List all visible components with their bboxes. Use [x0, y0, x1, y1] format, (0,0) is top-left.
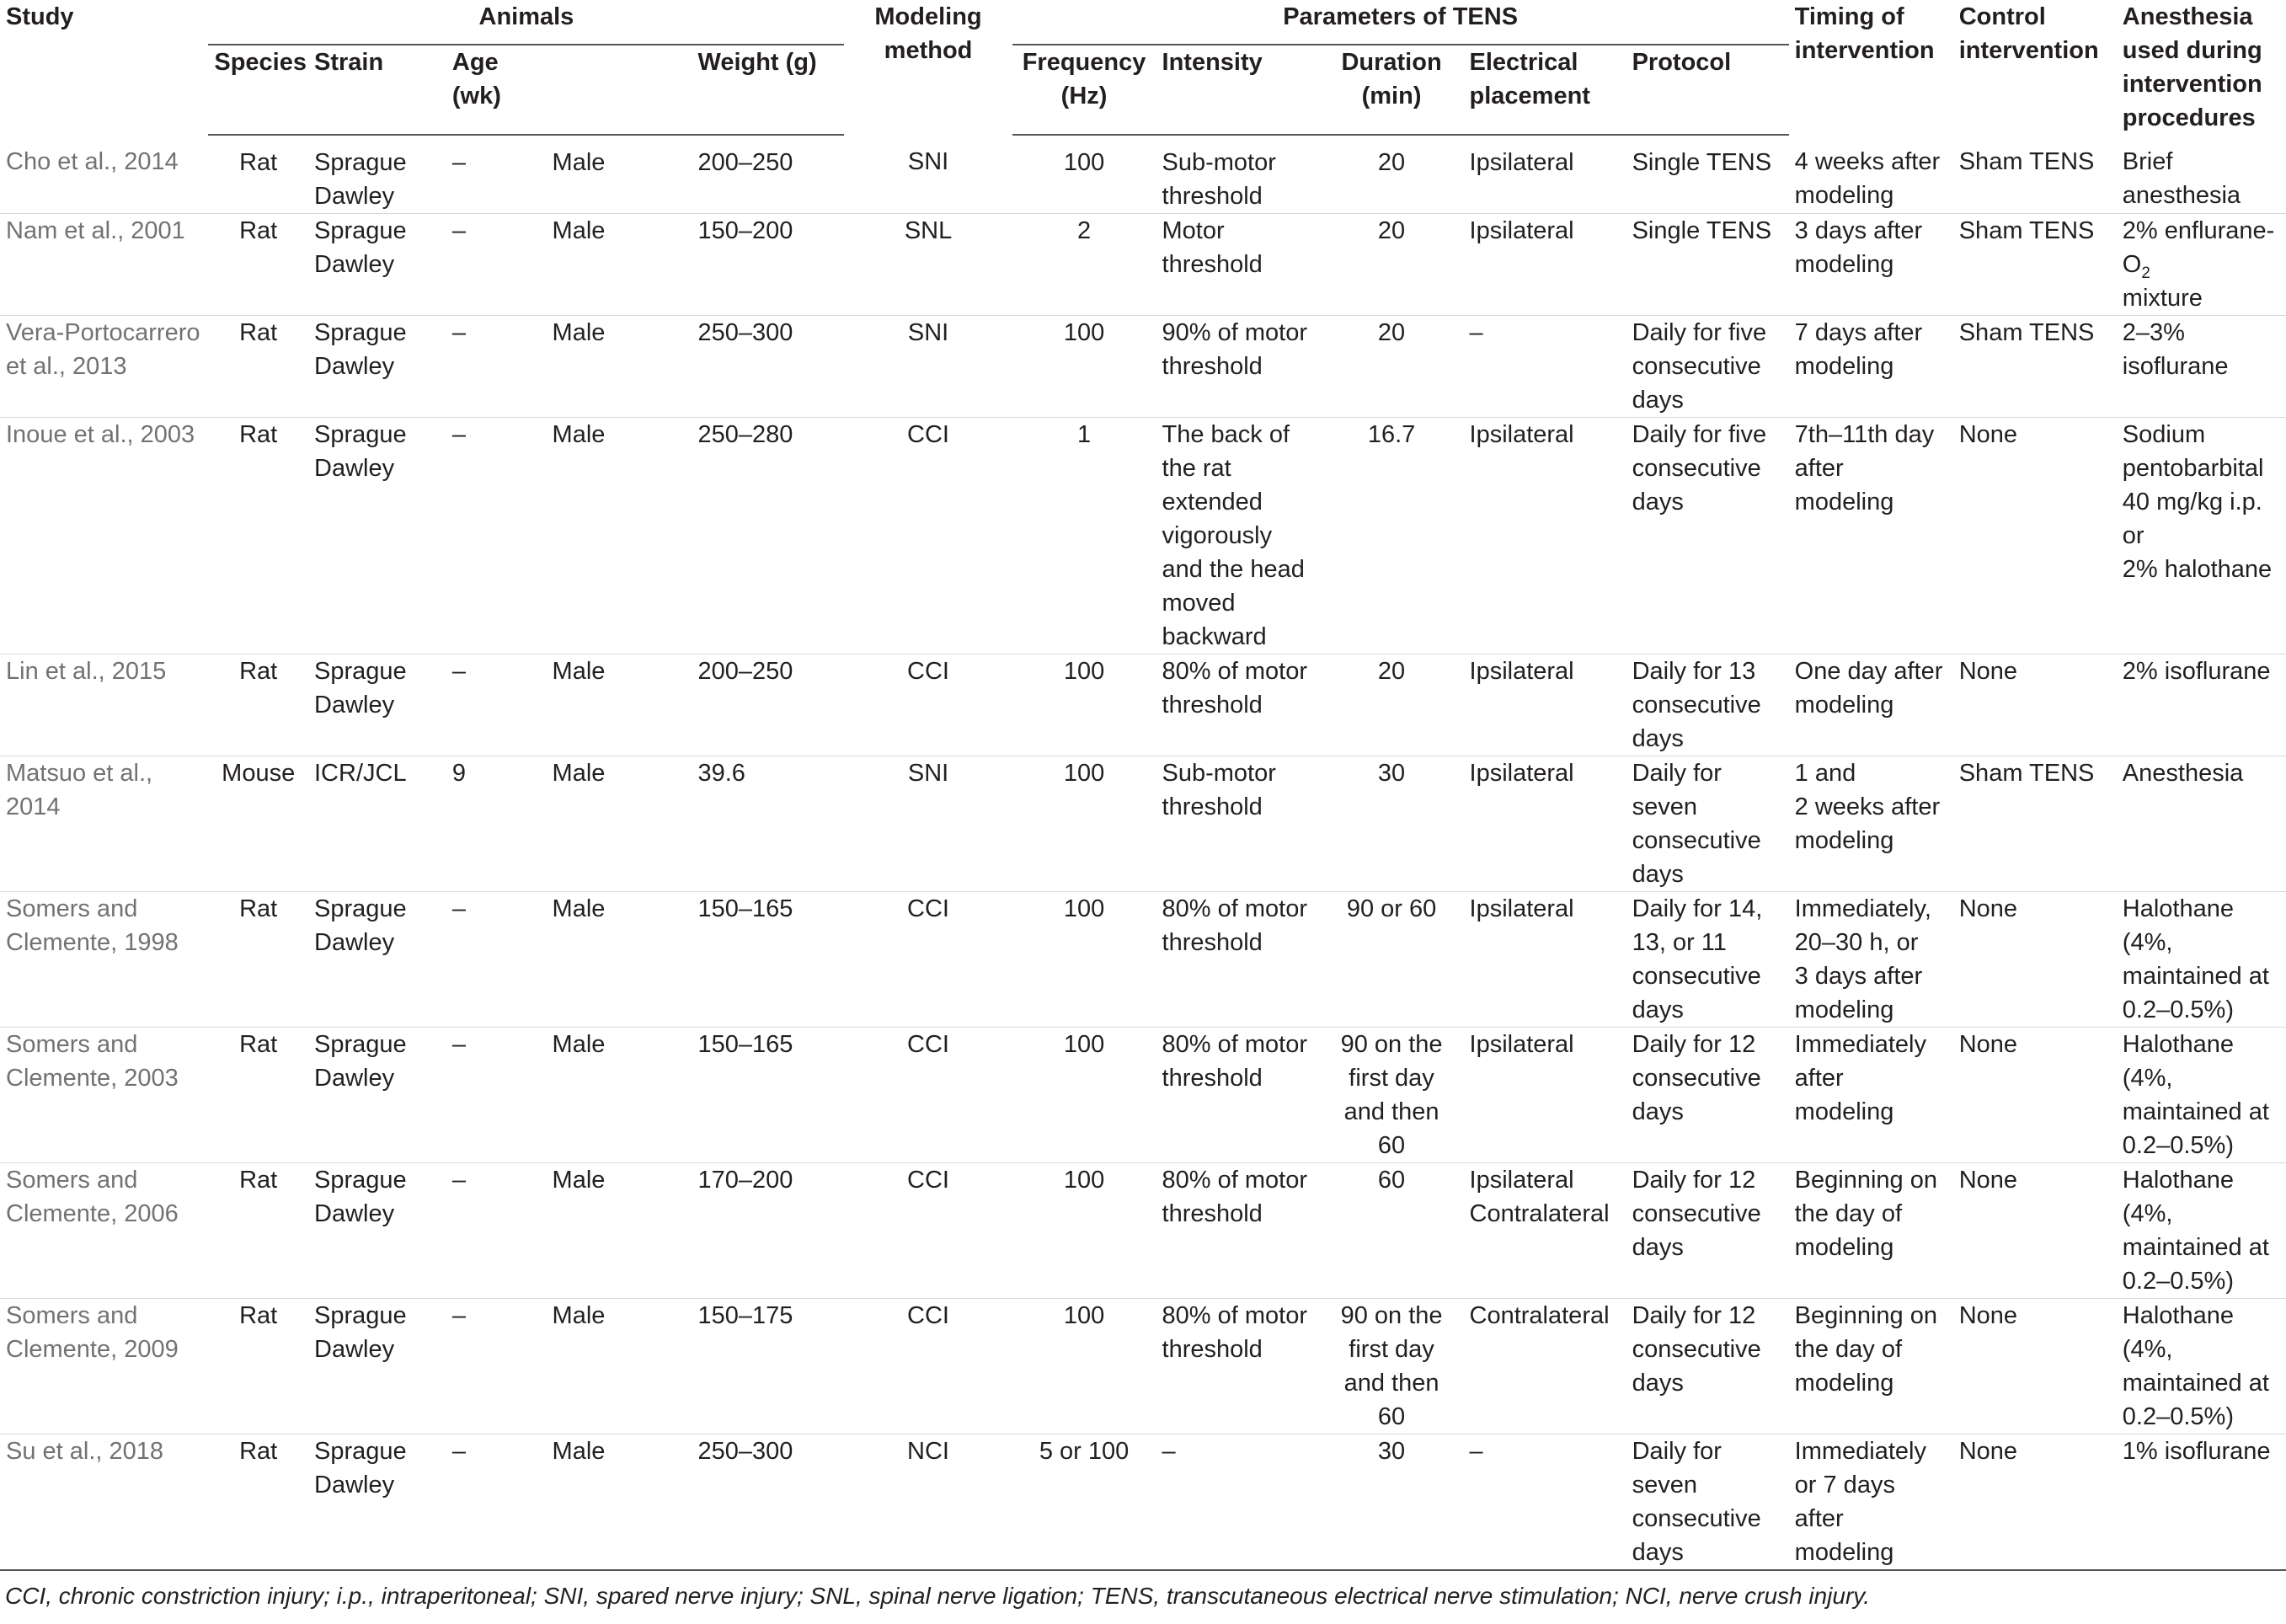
protocol-cell: Daily for five consecutive days: [1632, 319, 1767, 414]
intensity-cell: Sub-motor threshold: [1162, 149, 1276, 210]
protocol-cell: Daily for five consecutive days: [1632, 421, 1767, 516]
table-row: [0, 892, 2286, 1028]
strain-cell: ICR/JCL: [314, 760, 407, 787]
frequency-cell: 100: [1063, 1167, 1105, 1194]
placement-cell: Ipsilateral Contralateral: [1469, 1167, 1610, 1227]
header-age: Age (wk): [446, 45, 547, 135]
intensity-cell: 80% of motor threshold: [1162, 1167, 1307, 1227]
study-cell: Cho et al., 2014: [6, 148, 179, 175]
control-cell: None: [1958, 1302, 2018, 1329]
weight-cell: 170–200: [697, 1167, 793, 1194]
table-body: [0, 135, 2286, 1570]
table-row: [0, 135, 2286, 214]
timing-cell: Immediately, 20–30 h, or 3 days after modeling: [1794, 895, 1931, 1023]
control-cell: None: [1958, 421, 2018, 448]
anesthesia-cell: Sodium pentobarbital 40 mg/kg i.p. or 2% halothane: [2122, 421, 2273, 583]
duration-cell: 16.7: [1367, 421, 1416, 448]
table-row: [0, 1163, 2286, 1299]
species-cell: Rat: [239, 1031, 278, 1058]
age-cell: –: [451, 1302, 467, 1329]
placement-cell: –: [1469, 319, 1483, 346]
strain-cell: Sprague Dawley: [314, 1302, 407, 1363]
table-row: [0, 654, 2286, 756]
timing-cell: 3 days after modeling: [1794, 217, 1923, 278]
placement-cell: Ipsilateral: [1469, 217, 1574, 244]
strain-cell: Sprague Dawley: [314, 421, 407, 482]
sex-cell: Male: [552, 421, 606, 448]
species-cell: Rat: [239, 421, 278, 448]
control-cell: None: [1958, 1031, 2018, 1058]
sex-cell: Male: [552, 658, 606, 685]
age-cell: –: [451, 895, 467, 922]
modeling-method-cell: CCI: [907, 1302, 949, 1329]
age-cell: –: [451, 1438, 467, 1465]
duration-cell: 30: [1377, 760, 1406, 787]
protocol-cell: Daily for 12 consecutive days: [1632, 1031, 1761, 1125]
header-weight: Weight (g): [692, 45, 844, 135]
species-cell: Rat: [239, 149, 278, 176]
weight-cell: 150–175: [697, 1302, 793, 1329]
strain-cell: Sprague Dawley: [314, 319, 407, 380]
species-cell: Rat: [239, 1302, 278, 1329]
placement-cell: Ipsilateral: [1469, 421, 1574, 448]
header-control: Control intervention: [1958, 3, 2099, 64]
modeling-method-cell: NCI: [907, 1438, 949, 1465]
protocol-cell: Daily for seven consecutive days: [1632, 760, 1761, 888]
anesthesia-cell: Anesthesia: [2122, 760, 2244, 787]
sex-cell: Male: [552, 895, 606, 922]
table-row: [0, 214, 2286, 316]
intensity-cell: Sub-motor threshold: [1162, 760, 1276, 820]
frequency-cell: 100: [1063, 319, 1105, 346]
anesthesia-cell: Halothane (4%, maintained at 0.2–0.5%): [2122, 1167, 2269, 1295]
sex-cell: Male: [552, 760, 606, 787]
study-cell: Matsuo et al., 2014: [6, 760, 153, 820]
placement-cell: Ipsilateral: [1469, 1031, 1574, 1058]
table-row: [0, 1434, 2286, 1571]
frequency-cell: 100: [1063, 760, 1105, 787]
modeling-method-cell: SNI: [907, 319, 949, 346]
timing-cell: 4 weeks after modeling: [1794, 148, 1941, 209]
timing-cell: Immediately or 7 days after modeling: [1794, 1438, 1926, 1566]
header-placement: Electrical placement: [1464, 45, 1626, 135]
age-cell: –: [451, 1167, 467, 1194]
table-row: [0, 756, 2286, 892]
intensity-cell: 90% of motor threshold: [1162, 319, 1307, 380]
weight-cell: 250–300: [697, 319, 793, 346]
modeling-method-cell: SNI: [907, 760, 949, 787]
placement-cell: Ipsilateral: [1469, 149, 1574, 176]
control-cell: Sham TENS: [1958, 760, 2095, 787]
placement-cell: –: [1469, 1438, 1483, 1465]
subscript-two: 2: [2141, 264, 2150, 282]
age-cell: –: [451, 658, 467, 685]
protocol-cell: Daily for 12 consecutive days: [1632, 1167, 1761, 1261]
anesthesia-cell: 2% enflurane-$O_2$ mixture: [2122, 217, 2275, 312]
weight-cell: 200–250: [697, 658, 793, 685]
frequency-cell: 5 or 100: [1039, 1438, 1130, 1465]
weight-cell: 150–165: [697, 1031, 793, 1058]
modeling-method-cell: CCI: [907, 658, 949, 685]
frequency-cell: 100: [1063, 1302, 1105, 1329]
table-row: [0, 418, 2286, 654]
timing-cell: Beginning on the day of modeling: [1794, 1302, 1937, 1397]
frequency-cell: 100: [1063, 658, 1105, 685]
intensity-cell: 80% of motor threshold: [1162, 658, 1307, 719]
frequency-cell: 2: [1076, 217, 1092, 244]
species-cell: Rat: [239, 1438, 278, 1465]
study-cell: Somers and Clemente, 2006: [6, 1167, 179, 1227]
table-row: [0, 1028, 2286, 1163]
age-cell: –: [451, 149, 467, 176]
header-anesthesia: Anesthesia used during intervention procedures: [2122, 3, 2262, 131]
weight-cell: 250–280: [697, 421, 793, 448]
strain-cell: Sprague Dawley: [314, 149, 407, 210]
frequency-cell: 100: [1063, 895, 1105, 922]
strain-cell: Sprague Dawley: [314, 1438, 407, 1498]
strain-cell: Sprague Dawley: [314, 895, 407, 956]
anesthesia-cell: 2% isoflurane: [2122, 658, 2271, 685]
study-cell: Somers and Clemente, 2003: [6, 1031, 179, 1092]
duration-cell: 20: [1377, 217, 1406, 244]
protocol-cell: Daily for seven consecutive days: [1632, 1438, 1761, 1566]
age-cell: 9: [451, 760, 467, 787]
header-study: Study: [6, 3, 74, 30]
duration-cell: 90 on the first day and then 60: [1340, 1031, 1443, 1159]
control-cell: Sham TENS: [1958, 148, 2095, 175]
anesthesia-cell: Brief anesthesia: [2122, 148, 2241, 209]
weight-cell: 250–300: [697, 1438, 793, 1465]
control-cell: Sham TENS: [1958, 319, 2095, 346]
timing-cell: 1 and 2 weeks after modeling: [1794, 760, 1941, 854]
anesthesia-cell: 2–3% isoflurane: [2122, 319, 2229, 380]
header-duration: Duration (min): [1320, 45, 1464, 135]
weight-cell: 150–200: [697, 217, 793, 244]
control-cell: None: [1958, 658, 2018, 685]
intensity-cell: –: [1162, 1438, 1176, 1465]
modeling-method-cell: CCI: [907, 421, 949, 448]
table-row: [0, 1299, 2286, 1434]
frequency-cell: 100: [1063, 149, 1105, 176]
sex-cell: Male: [552, 1302, 606, 1329]
header-frequency: Frequency (Hz): [1012, 45, 1156, 135]
timing-cell: 7th–11th day after modeling: [1794, 421, 1935, 516]
placement-cell: Ipsilateral: [1469, 658, 1574, 685]
strain-cell: Sprague Dawley: [314, 217, 407, 278]
control-cell: Sham TENS: [1958, 217, 2095, 244]
species-cell: Rat: [239, 217, 278, 244]
anesthesia-cell: Halothane (4%, maintained at 0.2–0.5%): [2122, 1031, 2269, 1159]
anesthesia-cell: 1% isoflurane: [2122, 1438, 2271, 1465]
control-cell: None: [1958, 895, 2018, 922]
age-cell: –: [451, 319, 467, 346]
study-cell: Vera-Portocarrero et al., 2013: [6, 319, 200, 380]
header-parameters-of-tens: Parameters of TENS: [1012, 0, 1789, 45]
modeling-method-cell: SNL: [904, 217, 953, 244]
placement-cell: Contralateral: [1469, 1302, 1610, 1329]
duration-cell: 30: [1377, 1438, 1406, 1465]
species-cell: Rat: [239, 1167, 278, 1194]
header-modeling-method: Modeling method: [874, 3, 982, 64]
intensity-cell: Motor threshold: [1162, 217, 1263, 278]
study-cell: Somers and Clemente, 1998: [6, 895, 179, 956]
species-cell: Rat: [239, 895, 278, 922]
intensity-cell: 80% of motor threshold: [1162, 1302, 1307, 1363]
control-cell: None: [1958, 1438, 2018, 1465]
species-cell: Rat: [239, 319, 278, 346]
sex-cell: Male: [552, 319, 606, 346]
study-cell: Lin et al., 2015: [6, 658, 167, 685]
strain-cell: Sprague Dawley: [314, 1031, 407, 1092]
timing-cell: One day after modeling: [1794, 658, 1943, 719]
sex-cell: Male: [552, 149, 606, 176]
duration-cell: 20: [1377, 149, 1406, 176]
table-footnote: CCI, chronic constriction injury; i.p., intraperitoneal; SNI, spared nerve injury; SNL, spinal nerve ligation; TENS, transcutaneous electrical nerve stimulation; NCI, nerve crush injury.: [5, 1583, 1870, 1609]
sex-cell: Male: [552, 1031, 606, 1058]
duration-cell: 90 on the first day and then 60: [1340, 1302, 1443, 1430]
header-sex: [547, 45, 692, 135]
header-animals: Animals: [208, 0, 844, 45]
intensity-cell: 80% of motor threshold: [1162, 895, 1307, 956]
timing-cell: 7 days after modeling: [1794, 319, 1923, 380]
frequency-cell: 1: [1076, 421, 1092, 448]
sex-cell: Male: [552, 1167, 606, 1194]
anesthesia-cell: Halothane (4%, maintained at 0.2–0.5%): [2122, 1302, 2269, 1430]
strain-cell: Sprague Dawley: [314, 658, 407, 719]
timing-cell: Beginning on the day of modeling: [1794, 1167, 1937, 1261]
control-cell: None: [1958, 1167, 2018, 1194]
intensity-cell: The back of the rat extended vigorously and the head moved backward: [1162, 421, 1305, 650]
header-protocol: Protocol: [1626, 45, 1789, 135]
duration-cell: 60: [1377, 1167, 1406, 1194]
duration-cell: 90 or 60: [1346, 895, 1437, 922]
sex-cell: Male: [552, 1438, 606, 1465]
weight-cell: 150–165: [697, 895, 793, 922]
sex-cell: Male: [552, 217, 606, 244]
header-timing: Timing of intervention: [1794, 3, 1935, 64]
header-species: Species: [208, 45, 308, 135]
modeling-method-cell: CCI: [907, 895, 949, 922]
study-cell: Somers and Clemente, 2009: [6, 1302, 179, 1363]
age-cell: –: [451, 421, 467, 448]
study-cell: Inoue et al., 2003: [6, 421, 195, 448]
protocol-cell: Daily for 13 consecutive days: [1632, 658, 1761, 752]
age-cell: –: [451, 217, 467, 244]
table-row: [0, 316, 2286, 418]
study-cell: Su et al., 2018: [6, 1438, 164, 1465]
protocol-cell: Daily for 12 consecutive days: [1632, 1302, 1761, 1397]
protocol-cell: Daily for 14, 13, or 11 consecutive days: [1632, 895, 1763, 1023]
species-cell: Mouse: [222, 760, 296, 787]
modeling-method-cell: CCI: [907, 1167, 949, 1194]
strain-cell: Sprague Dawley: [314, 1167, 407, 1227]
header-intensity: Intensity: [1156, 45, 1320, 135]
duration-cell: 20: [1377, 658, 1406, 685]
protocol-cell: Single TENS: [1632, 217, 1772, 244]
weight-cell: 39.6: [697, 760, 745, 787]
study-cell: Nam et al., 2001: [6, 217, 185, 244]
intensity-cell: 80% of motor threshold: [1162, 1031, 1307, 1092]
header-strain: Strain: [308, 45, 446, 135]
frequency-cell: 100: [1063, 1031, 1105, 1058]
modeling-method-cell: CCI: [907, 1031, 949, 1058]
weight-cell: 200–250: [697, 149, 793, 176]
modeling-method-cell: SNI: [907, 148, 949, 175]
anesthesia-cell: Halothane (4%, maintained at 0.2–0.5%): [2122, 895, 2269, 1023]
placement-cell: Ipsilateral: [1469, 895, 1574, 922]
species-cell: Rat: [239, 658, 278, 685]
timing-cell: Immediately after modeling: [1794, 1031, 1926, 1125]
placement-cell: Ipsilateral: [1469, 760, 1574, 787]
duration-cell: 20: [1377, 319, 1406, 346]
age-cell: –: [451, 1031, 467, 1058]
protocol-cell: Single TENS: [1632, 149, 1772, 176]
